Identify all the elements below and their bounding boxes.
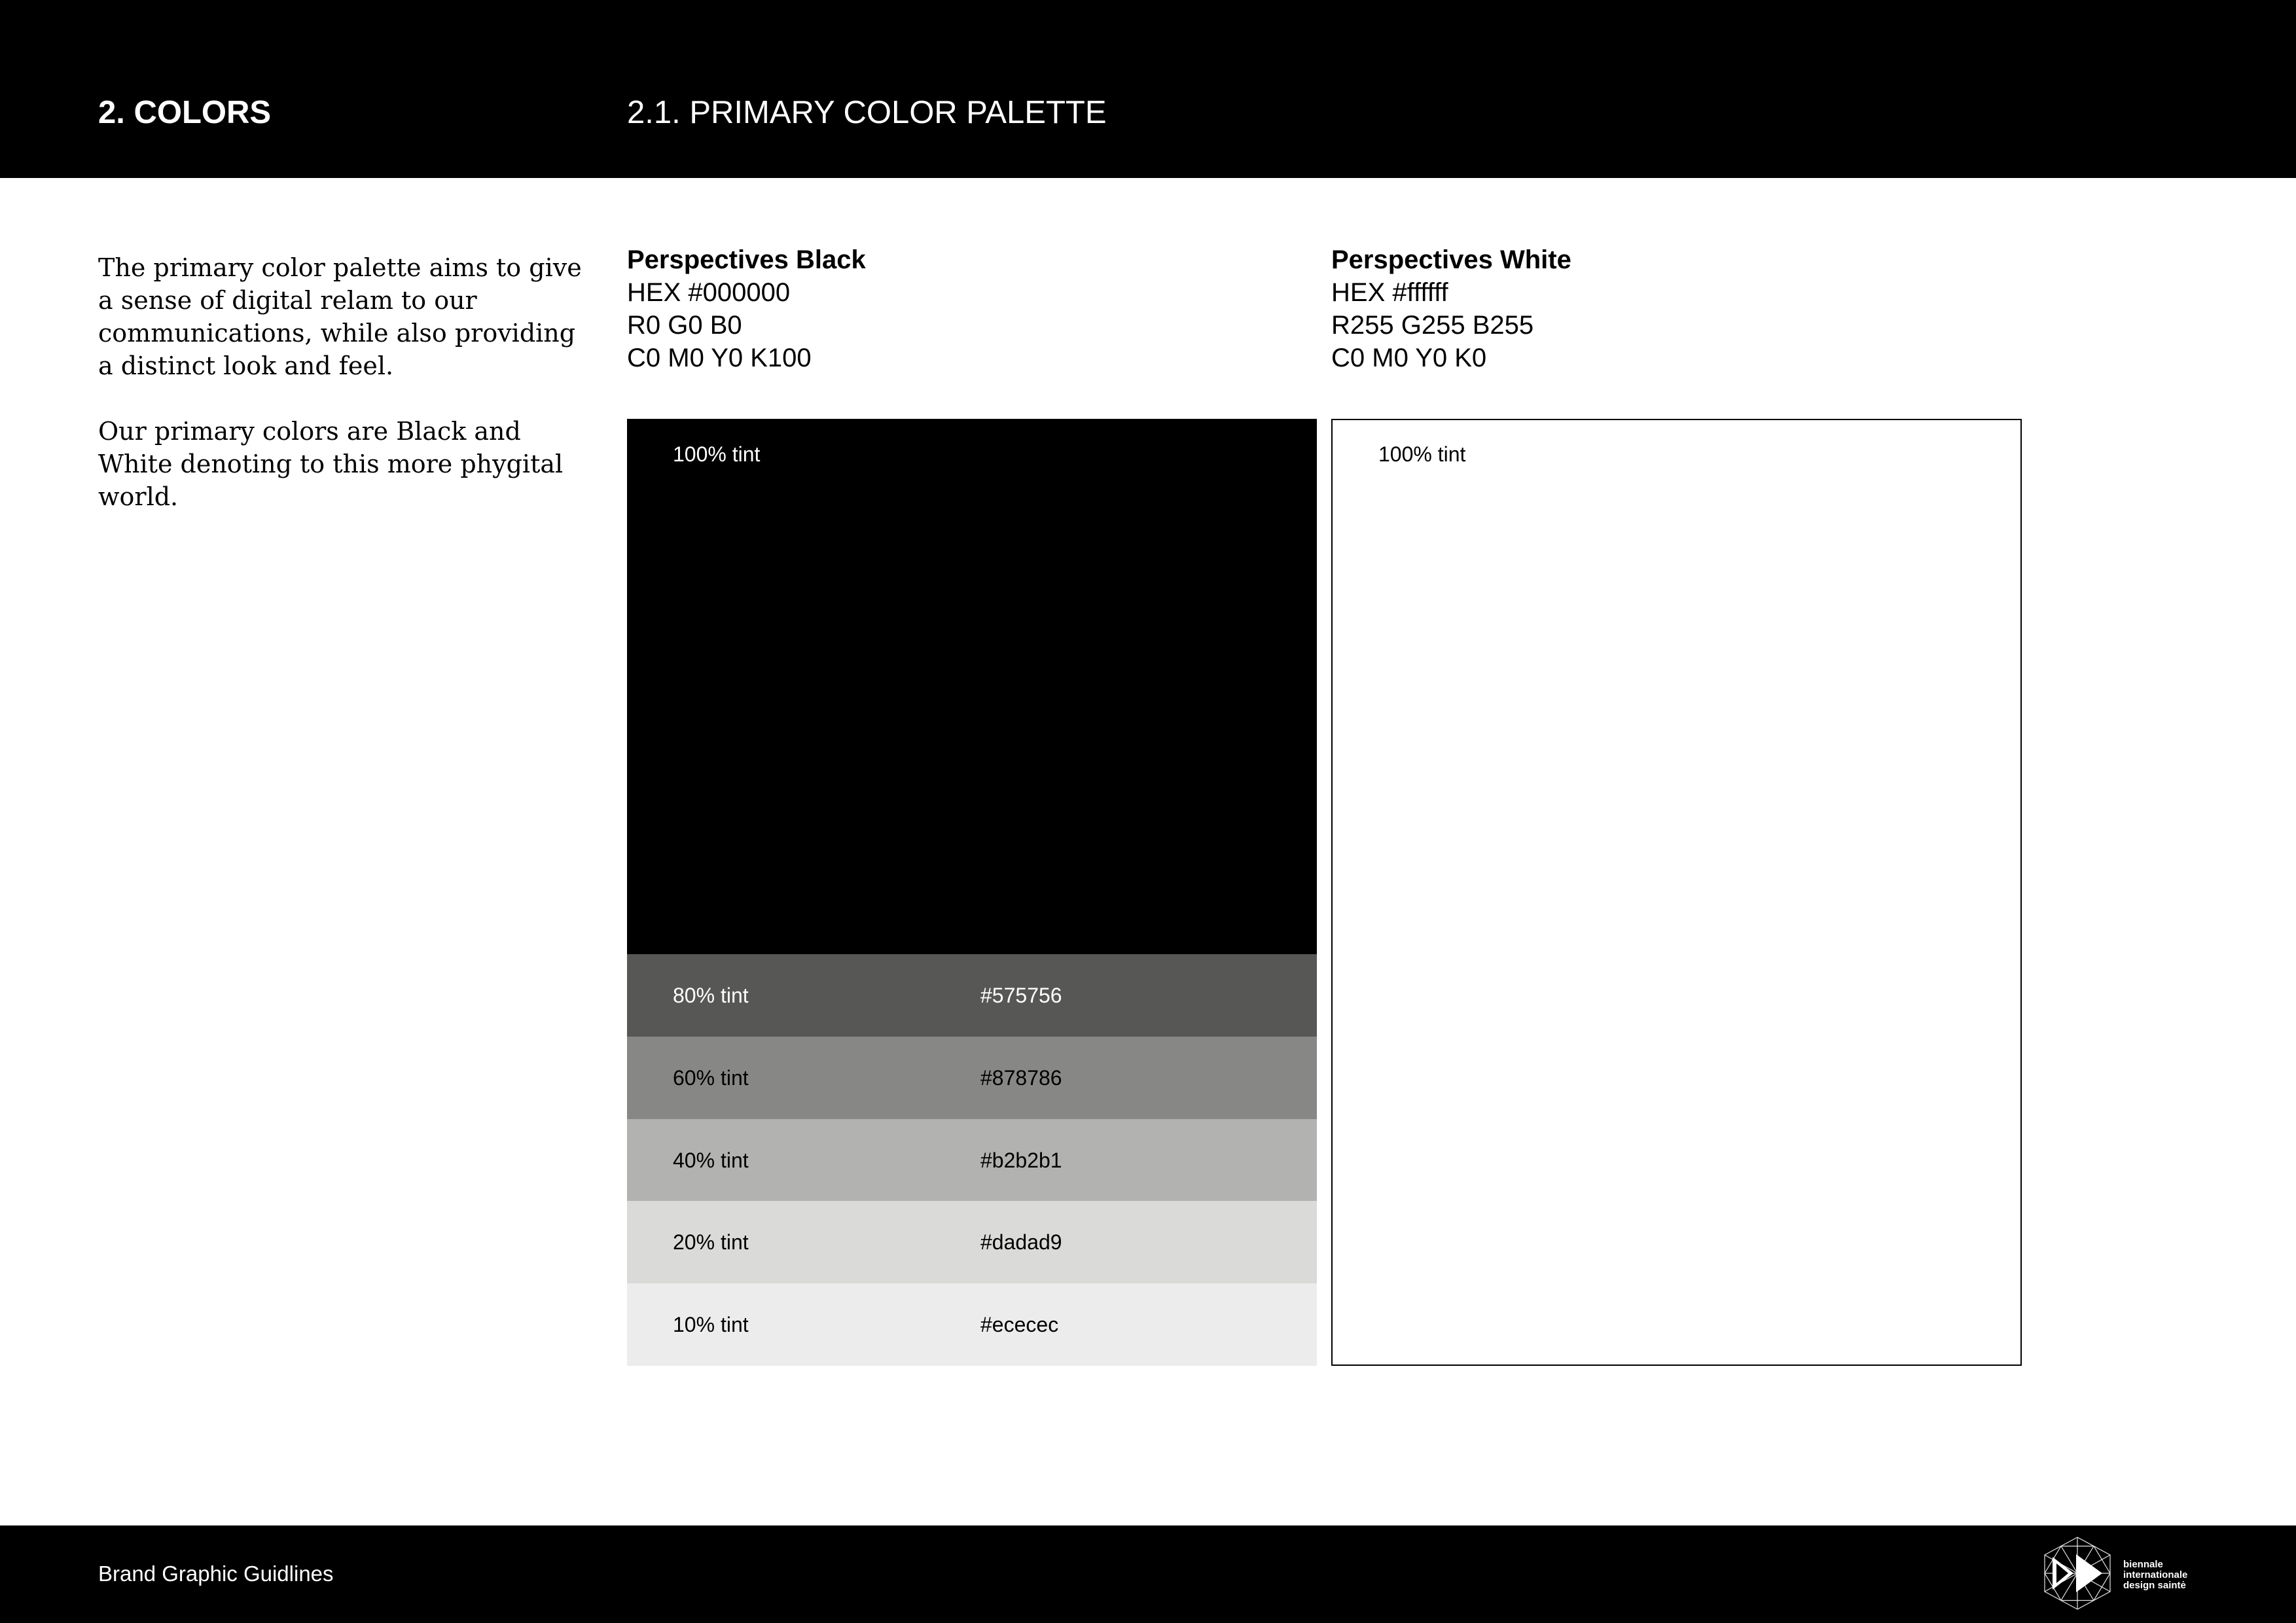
white-color-name: Perspectives White — [1331, 245, 1571, 274]
subsection-title: 2.1. PRIMARY COLOR PALETTE — [627, 95, 1107, 130]
tint-row-hex: #ececec — [980, 1313, 1059, 1337]
tint-row-hex: #dadad9 — [980, 1230, 1062, 1255]
tint-row-label: 10% tint — [673, 1313, 749, 1337]
black-color-name: Perspectives Black — [627, 245, 866, 274]
black-main-swatch — [627, 419, 1317, 954]
section-title: 2. COLORS — [98, 95, 272, 130]
white-swatch — [1331, 419, 2022, 1366]
page-footer — [0, 1525, 2296, 1623]
white-hex-value: HEX #ffffff — [1331, 278, 1448, 307]
tint-row-label: 60% tint — [673, 1065, 749, 1090]
tint-row-60 — [627, 1037, 1317, 1119]
intro-text — [98, 251, 596, 546]
hexagon-play-logo-icon — [2037, 1535, 2118, 1612]
tint-row-40 — [627, 1119, 1317, 1202]
black-rgb-value: R0 G0 B0 — [627, 311, 742, 340]
tint-row-label: 20% tint — [673, 1230, 749, 1255]
white-rgb-value: R255 G255 B255 — [1331, 311, 1534, 340]
page-header — [0, 0, 2296, 178]
intro-paragraph-1: The primary color palette aims to give a sense of digital relam to our communications, while also providing a distinct look and feel. — [98, 253, 582, 380]
tint-row-hex: #b2b2b1 — [980, 1148, 1062, 1172]
tint-row-80 — [627, 954, 1317, 1037]
tint-row-10 — [627, 1283, 1317, 1366]
tint-row-hex: #575756 — [980, 984, 1062, 1007]
footer-title: Brand Graphic Guidlines — [98, 1561, 334, 1586]
black-cmyk-value: C0 M0 Y0 K100 — [627, 344, 812, 372]
biennale-logo — [2037, 1535, 2200, 1612]
tint-row-label: 80% tint — [673, 984, 749, 1007]
tint-row-hex: #878786 — [980, 1065, 1062, 1090]
intro-paragraph-2: Our primary colors are Black and White denoting to this more phygital world. — [98, 417, 564, 511]
black-main-tint-label: 100% tint — [673, 442, 761, 466]
white-main-tint-label: 100% tint — [1378, 442, 1466, 466]
logo-line-3: design saintė — [2123, 1580, 2186, 1591]
white-color-info — [1331, 243, 1571, 374]
logo-line-2: internationale — [2123, 1569, 2188, 1580]
tint-row-label: 40% tint — [673, 1148, 749, 1172]
logo-line-1: biennale — [2123, 1559, 2163, 1570]
black-swatch — [627, 419, 1317, 1366]
logo-wordmark — [2123, 1560, 2187, 1591]
black-hex-value: HEX #000000 — [627, 278, 791, 307]
black-color-info — [627, 243, 866, 374]
white-cmyk-value: C0 M0 Y0 K0 — [1331, 344, 1487, 372]
tint-row-20 — [627, 1201, 1317, 1283]
